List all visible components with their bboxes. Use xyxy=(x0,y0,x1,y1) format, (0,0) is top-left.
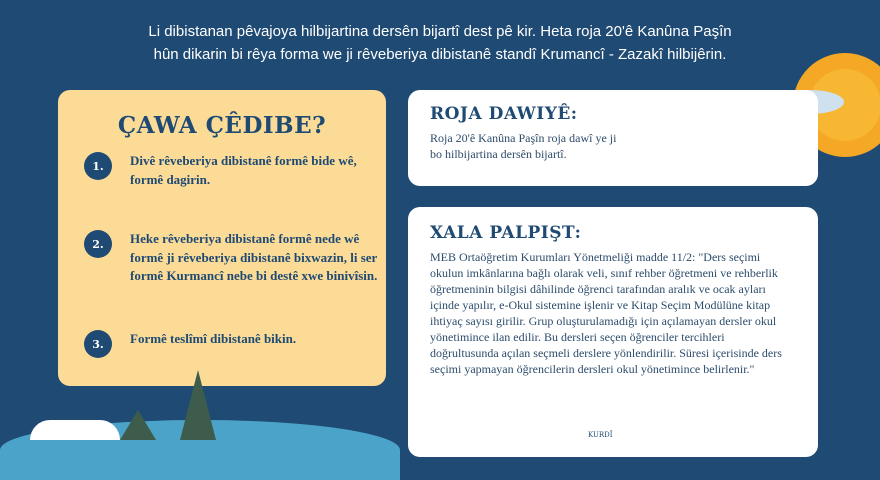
legal-basis-title: XALA PALPIŞT: xyxy=(430,223,582,243)
landscape-illustration xyxy=(0,360,400,440)
how-title: ÇAWA ÇÊDIBE? xyxy=(117,112,327,139)
legal-basis-text: MEB Ortaöğretim Kurumları Yönetmeliği madde 11/2: "Ders seçimi okulun imkânlarına bağlı olarak veli, sınıf rehber öğretmeni ve rehberlik öğretmeninin bilgisi dâhilinde öğrenci tarafından aralık ve ocak ayları içinde yapılır, e-Okul sistemine işlenir ve Kitap Seçim Modülüne kitap ihtiyaç sayısı girilir. Grup oluşturulamadığı için açılamayan dersler okul yönetimince ilan edilir. Bu dersleri seçen öğrenciler tercihleri doğrultusunda açılan seçmeli derslere yönlendirilir. Süresi içerisinde ders seçimi yapmayan öğrencilerin dersleri okul yönetimince belirlenir." xyxy=(430,250,782,376)
logo: KURDÎ xyxy=(588,431,613,439)
step-number: 2. xyxy=(84,230,112,258)
how-it-works-panel xyxy=(58,90,386,386)
step-3 xyxy=(84,330,380,358)
step-1 xyxy=(84,152,380,189)
step-text: Divê rêveberiya dibistanê formê bide wê, formê dagirin. xyxy=(130,153,357,187)
step-text: Heke rêveberiya dibistanê formê nede wê formê ji rêveberiya dibistanê bixwazin, li ser formê Kurmancî nebe bi destê xwe binivîsin. xyxy=(130,231,378,283)
deadline-title: ROJA DAWIYÊ: xyxy=(430,104,578,124)
deadline-text: Roja 20'ê Kanûna Paşîn roja dawî ye ji bo hilbijartina dersên bijartî. xyxy=(430,131,617,161)
legal-basis-card xyxy=(408,207,818,457)
deadline-card xyxy=(408,90,818,186)
intro-text: Li dibistanan pêvajoya hilbijartina dersên bijartî dest pê kir. Heta roja 20'ê Kanûna Paşîn hûn dikarin bi rêya forma we ji rêveberiya dibistanê standî Krumancî - Zazakî hilbijêrin. xyxy=(148,23,732,63)
step-number: 3. xyxy=(84,330,112,358)
step-text: Formê teslîmî dibistanê bikin. xyxy=(130,331,297,346)
step-2 xyxy=(84,230,380,286)
step-number: 1. xyxy=(84,152,112,180)
